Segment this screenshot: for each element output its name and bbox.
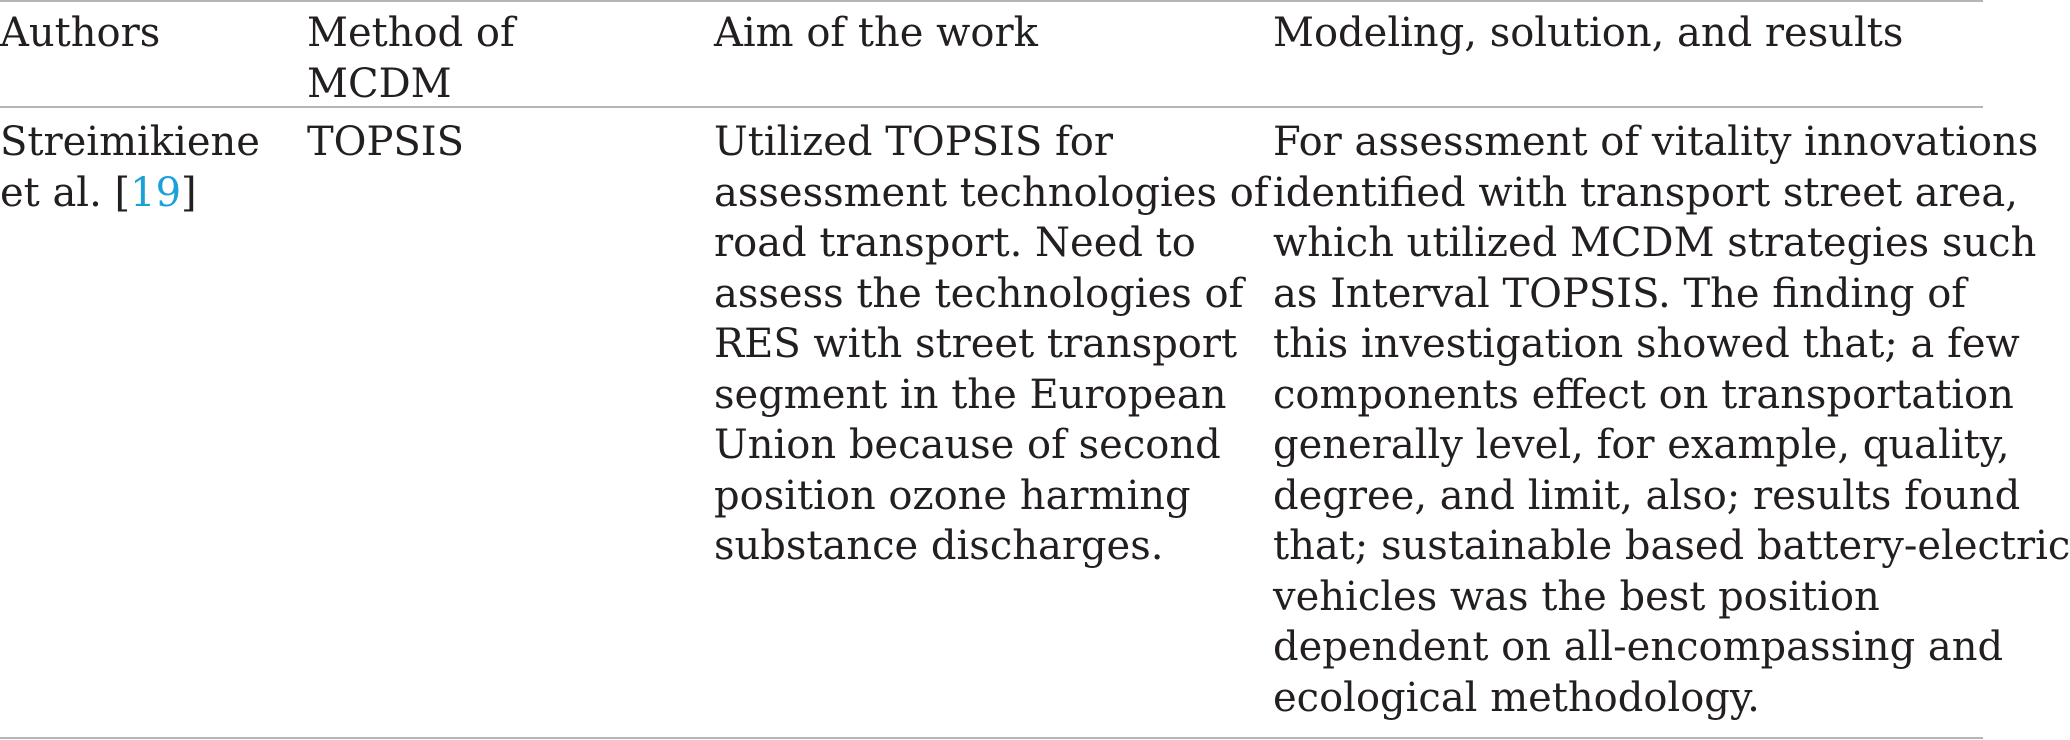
header-results [1273, 8, 1903, 59]
results-line: as Interval TOPSIS. The finding of [1273, 270, 1967, 317]
table-bottom-rule [0, 737, 1983, 739]
results-line: vehicles was the best position [1273, 573, 1880, 620]
results-line: degree, and limit, also; results found [1273, 472, 2021, 519]
reference-link[interactable]: 19 [130, 169, 182, 216]
cell-authors [0, 117, 260, 218]
cell-method [307, 117, 464, 168]
results-line: ecological methodology. [1273, 674, 1760, 721]
aim-line: substance discharges. [714, 523, 1164, 569]
authors-line2 [0, 168, 260, 219]
method-text: TOPSIS [307, 119, 464, 165]
results-line: generally level, for example, quality, [1273, 422, 2010, 468]
header-method-line2: MCDM [307, 60, 452, 107]
authors-line1: Streimikiene [0, 119, 260, 165]
aim-line: segment in the European [714, 371, 1227, 418]
results-line: For assessment of vitality innovations [1273, 119, 2039, 165]
header-aim-text: Aim of the work [714, 10, 1038, 56]
aim-line: RES with street transport [714, 321, 1238, 367]
results-line: identified with transport street area, [1273, 169, 2018, 216]
aim-line: Union because of second [714, 422, 1221, 468]
results-line: dependent on all-encompassing and [1273, 624, 2004, 670]
aim-line: assessment technologies of [714, 169, 1269, 216]
aim-line: assess the technologies of [714, 270, 1244, 317]
aim-line: position ozone harming [714, 472, 1191, 519]
header-results-text: Modeling, solution, and results [1273, 10, 1904, 56]
cell-results [1273, 117, 2070, 723]
results-line: that; sustainable based battery-electric [1273, 523, 2070, 569]
aim-line: road transport. Need to [714, 220, 1196, 266]
header-authors [0, 8, 160, 59]
header-method-line1: Method of [307, 10, 515, 56]
table-top-rule [0, 0, 1983, 2]
header-authors-text: Authors [0, 10, 161, 56]
authors-line2-prefix: et al. [ [0, 169, 131, 216]
header-rule [0, 106, 1983, 108]
header-method [307, 8, 515, 109]
results-line: which utilized MCDM strategies such [1273, 220, 2037, 266]
results-line: this investigation showed that; a few [1273, 321, 2020, 367]
aim-line: Utilized TOPSIS for [714, 119, 1113, 165]
authors-line2-suffix: ] [181, 169, 197, 216]
results-line: components effect on transportation [1273, 371, 2014, 418]
cell-aim [714, 117, 1269, 572]
header-aim [714, 8, 1038, 59]
